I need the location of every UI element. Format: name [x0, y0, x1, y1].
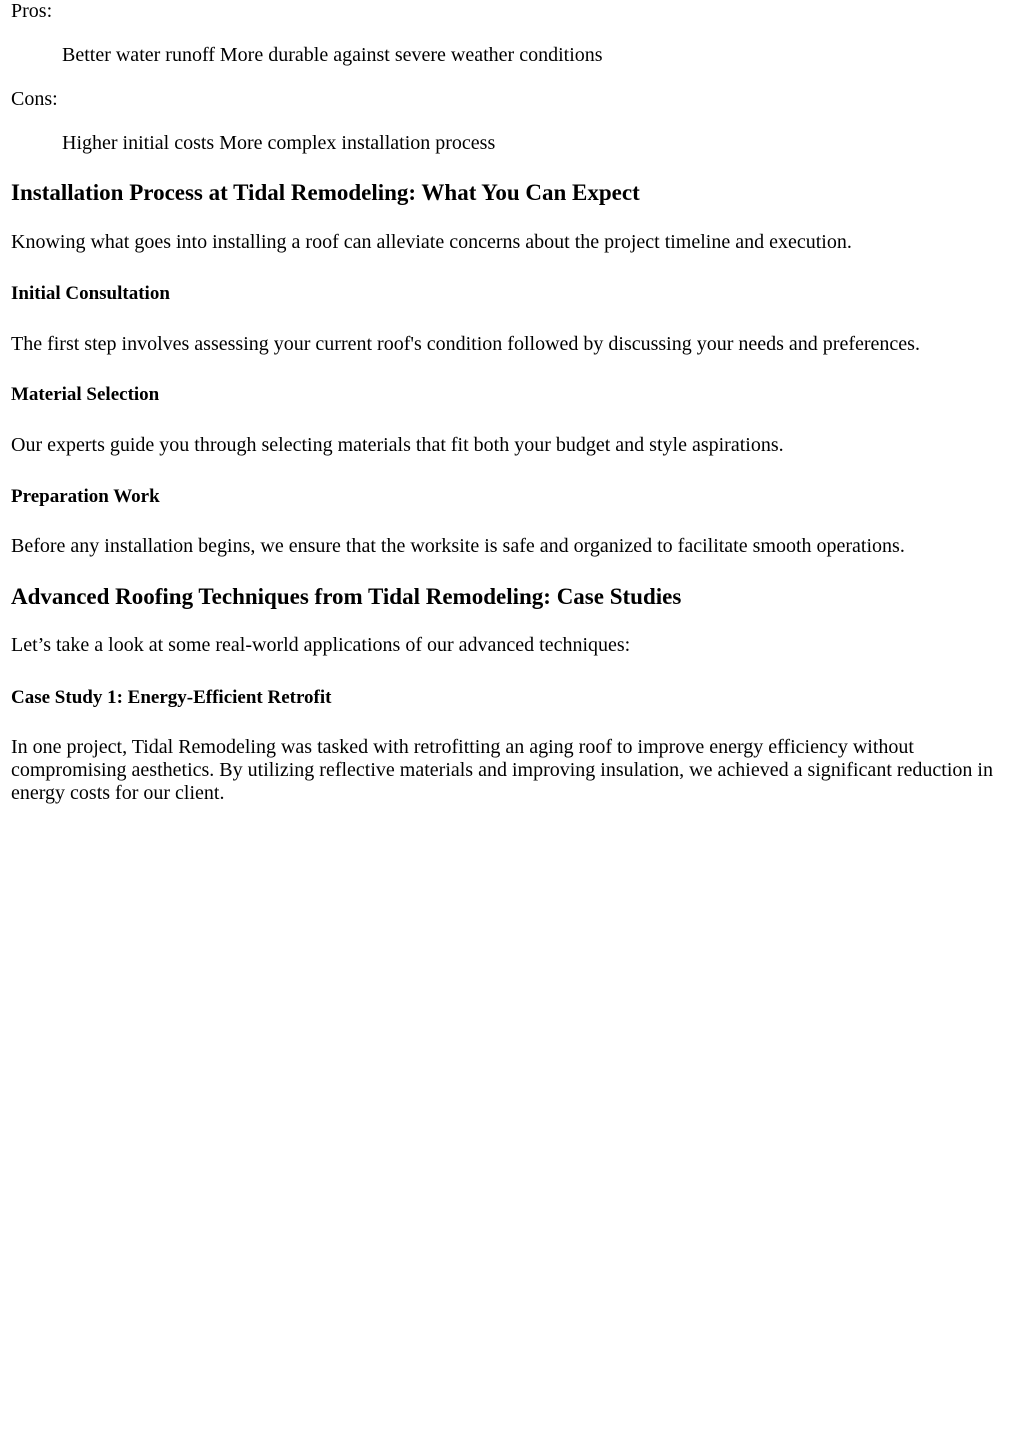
step-preparation-work-title: Preparation Work [11, 486, 160, 507]
advanced-intro: Let’s take a look at some real-world applications of our advanced techniques: [11, 634, 631, 656]
installation-heading: Installation Process at Tidal Remodeling: What You Can Expect [11, 180, 640, 205]
step-material-selection-body: Our experts guide you through selecting materials that fit both your budget and style aspirations. [11, 434, 784, 456]
step-initial-consultation-body: The first step involves assessing your current roof's condition followed by discussing your needs and preferences. [11, 333, 920, 355]
cons-label: Cons: [11, 88, 58, 110]
cons-items: Higher initial costs More complex installation process [62, 132, 496, 154]
installation-intro: Knowing what goes into installing a roof can alleviate concerns about the project timeline and execution. [11, 231, 852, 253]
step-material-selection-title: Material Selection [11, 384, 160, 405]
pros-label: Pros: [11, 0, 53, 22]
advanced-heading: Advanced Roofing Techniques from Tidal Remodeling: Case Studies [11, 584, 682, 609]
pros-items: Better water runoff More durable against severe weather conditions [62, 44, 603, 66]
case-study-1-body: In one project, Tidal Remodeling was tasked with retrofitting an aging roof to improve energy efficiency without compromising aesthetics. By utilizing reflective materials and improving insulation, we achieved a significant reduction in energy costs for our client. [11, 736, 993, 804]
step-preparation-work-body: Before any installation begins, we ensure that the worksite is safe and organized to facilitate smooth operations. [11, 535, 905, 557]
case-study-1-title: Case Study 1: Energy-Efficient Retrofit [11, 687, 332, 708]
step-initial-consultation-title: Initial Consultation [11, 283, 170, 304]
